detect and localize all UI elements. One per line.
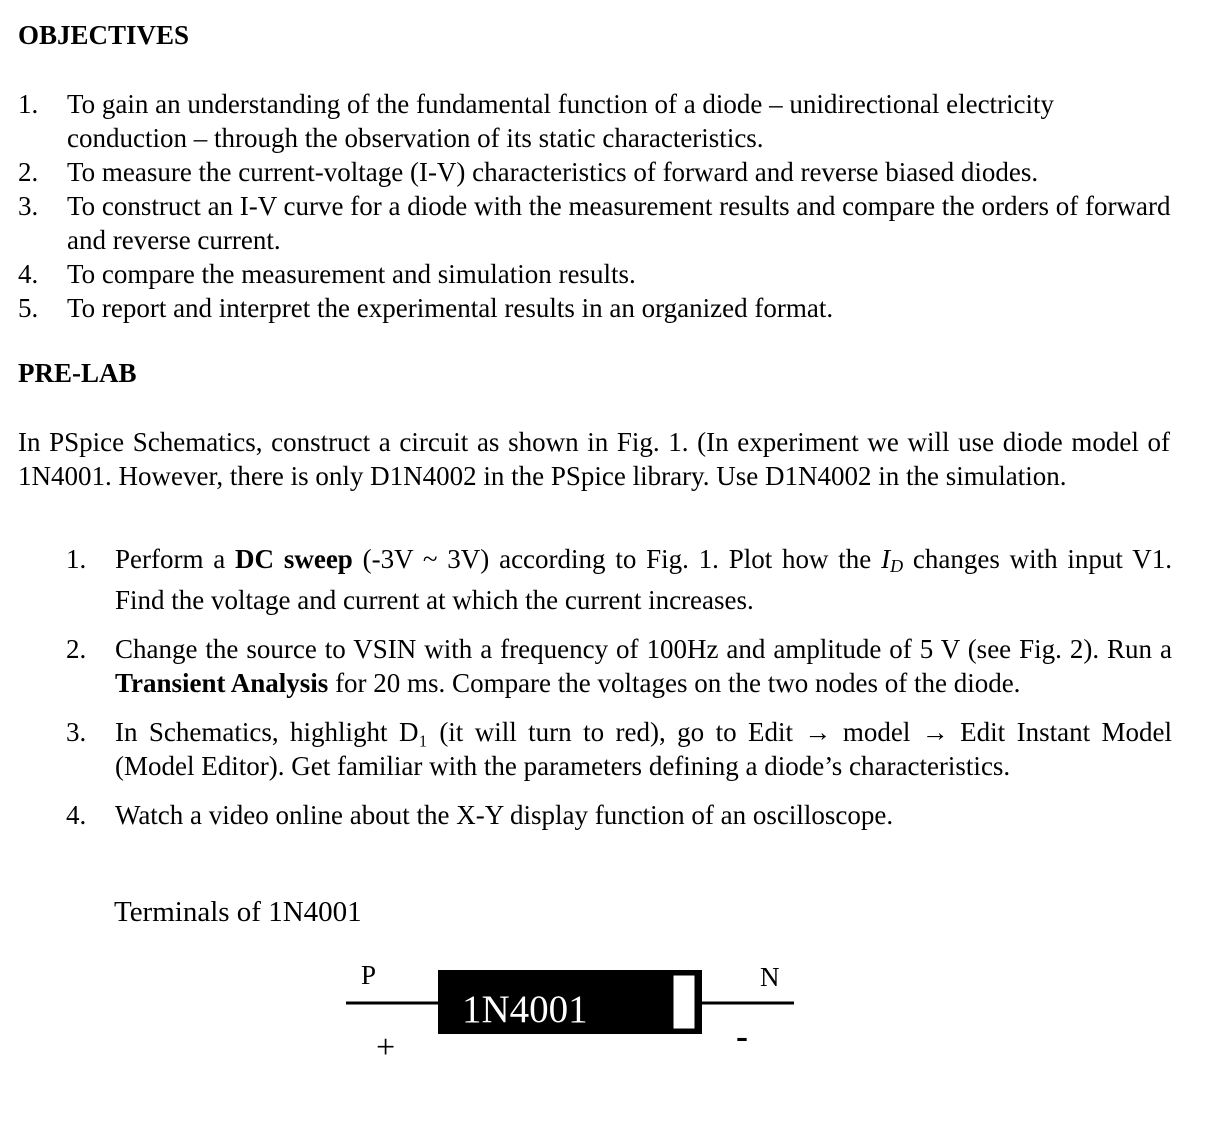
list-item: 1. To gain an understanding of the fundamental function of a diode – unidirectional electricity conduction – through the observation of its static characteristics. (18, 89, 1055, 153)
list-item: 2. Change the source to VSIN with a frequency of 100Hz and amplitude of 5 V (see Fig. 2). Run a Transient Analysis for 20 ms. Compare the voltages on the two nodes of the diode. (66, 634, 1172, 698)
diode-part-label: 1N4001 (462, 988, 588, 1031)
figure-title: Terminals of 1N4001 (114, 896, 362, 928)
list-item: 3. In Schematics, highlight D₁ (it will turn to red), go to Edit → model → Edit Instant Model (Model Editor). Get familiar with the parameters defining a diode’s characteristics. (66, 717, 1172, 781)
list-item: 4. Watch a video online about the X-Y display function of an oscilloscope. (66, 800, 894, 830)
objectives-heading: OBJECTIVES (18, 20, 190, 50)
minus-sign: - (736, 1016, 748, 1056)
prelab-heading: PRE-LAB (18, 358, 137, 388)
plus-sign: + (376, 1029, 396, 1066)
terminal-n-label: N (760, 962, 780, 992)
list-item: 1. Perform a DC sweep (-3V ~ 3V) according to Fig. 1. Plot how the ID changes with input V1. Find the voltage and current at which the current increases. (66, 544, 1172, 615)
cathode-band (673, 975, 695, 1029)
objectives-list (18, 87, 1178, 325)
current-symbol: ID (881, 544, 904, 576)
list-item: 4. To compare the measurement and simulation results. (18, 259, 636, 289)
terminal-p-label: P (361, 960, 377, 990)
prelab-list (66, 542, 1172, 847)
prelab-intro: In PSpice Schematics, construct a circuit as shown in Fig. 1. (In experiment we will use diode model of 1N4001. However, there is only D1N4002 in the PSpice library. Use D1N4002 in the simulation. (18, 427, 1170, 491)
list-item: 5. To report and interpret the experimental results in an organized format. (18, 293, 834, 323)
list-item: 3. To construct an I-V curve for a diode with the measurement results and compare the orders of forward and reverse current. (18, 191, 1171, 255)
list-item: 2. To measure the current-voltage (I-V) characteristics of forward and reverse biased diodes. (18, 157, 1039, 187)
transient-analysis-term: Transient Analysis (115, 668, 329, 698)
diode-terminals-figure (0, 880, 1226, 1130)
dc-sweep-term: DC sweep (235, 544, 353, 574)
